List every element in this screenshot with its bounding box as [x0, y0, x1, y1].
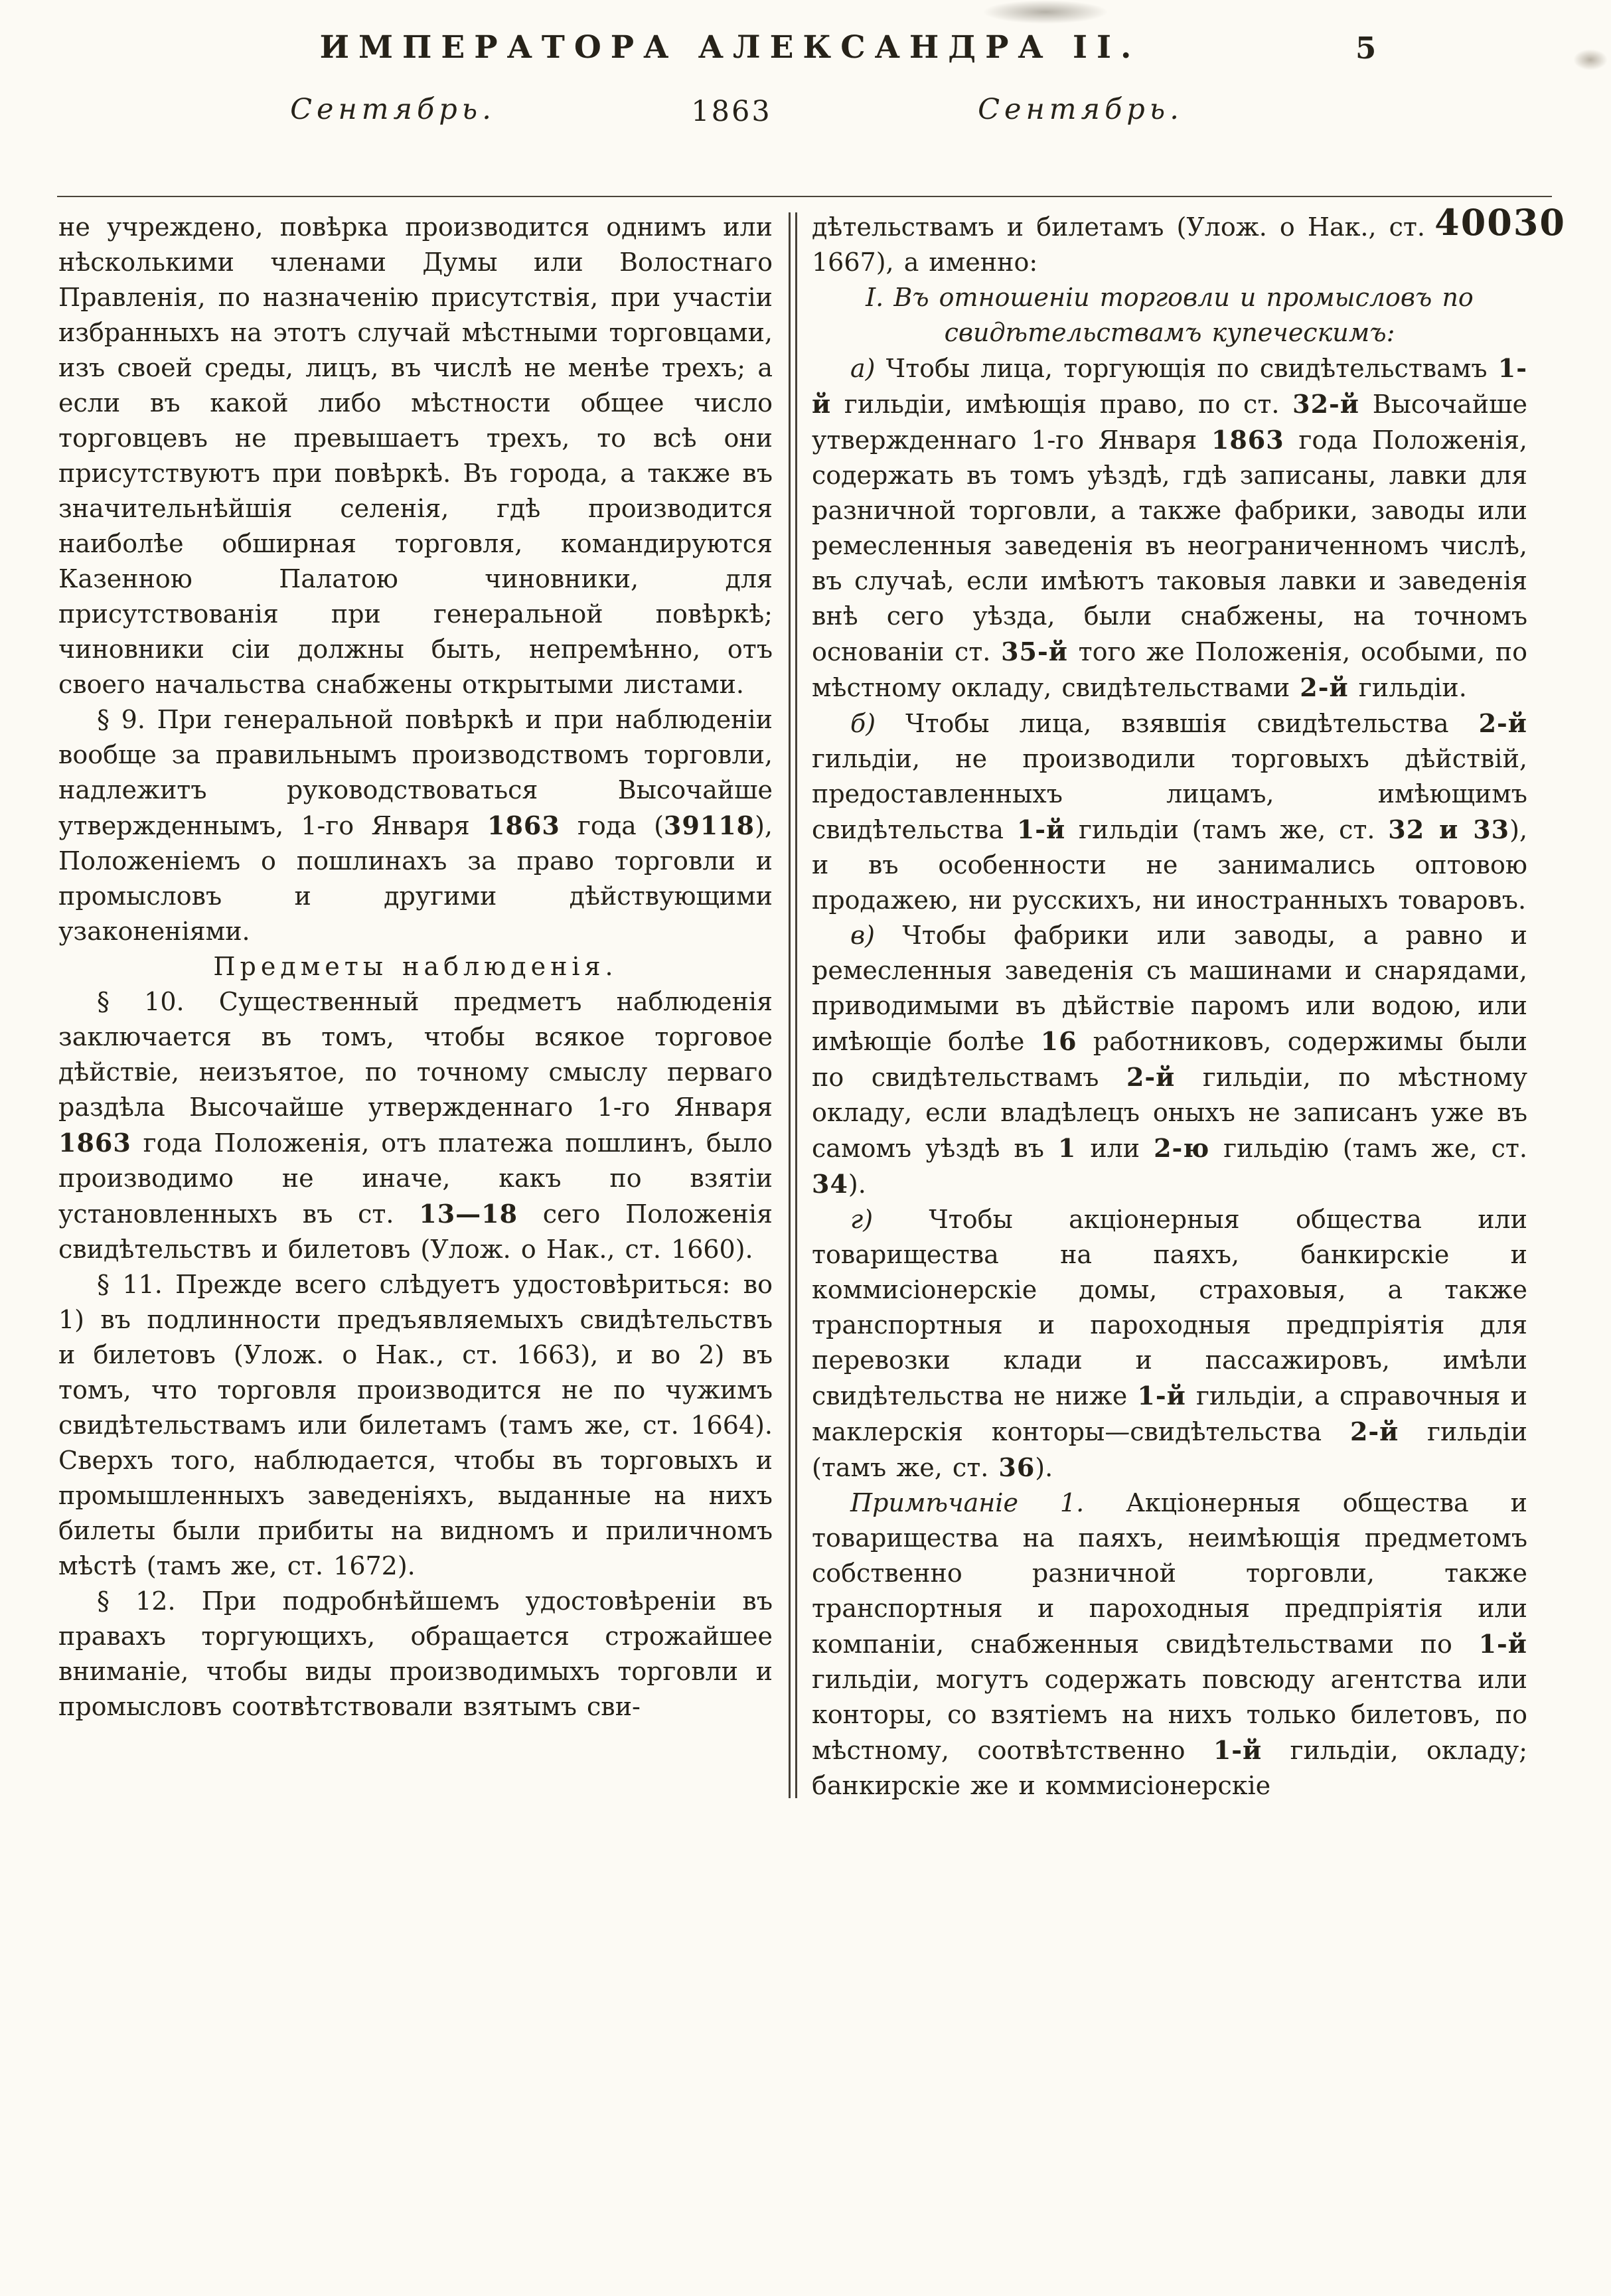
running-head-month-left: Сентябрь.	[290, 93, 496, 126]
column-divider	[789, 212, 797, 1798]
paragraph: а) Чтобы лица, торгующія по свидѣтельствамъ 1-й гильдіи, имѣющія право, по ст. 32-й Высочайше утвержденнаго 1-го Января 1863 года Положенія, содержать въ томъ уѣздѣ, гдѣ записаны, лавки для разничной торговли, а также фабрики, заводы или ремесленныя заведенія въ неограниченномъ числѣ, въ случаѣ, если имѣютъ таковыя лавки и заведенія внѣ сего уѣзда, были снабжены, на точномъ основаніи ст. 35-й того же Положенія, особыми, по мѣстному окладу, свидѣтельствами 2-й гильдіи.	[812, 353, 1528, 702]
paragraph: б) Чтобы лица, взявшія свидѣтельства 2-й гильдіи, не производили торговыхъ дѣйствій, предоставленныхъ лицамъ, имѣющимъ свидѣтельства 1-й гильдіи (тамъ же, ст. 32 и 33), и въ особенности не занимались оптовою продажею, ни русскихъ, ни иностранныхъ товаровъ.	[812, 708, 1528, 915]
running-head-month-right: Сентябрь.	[978, 93, 1184, 126]
text-columns	[58, 201, 1566, 1803]
paragraph: дѣтельствамъ и билетамъ (Улож. о Нак., ст. 1667), а именно:	[812, 212, 1425, 277]
paragraph: § 10. Существенный предметъ наблюденія заключается въ томъ, чтобы всякое торговое дѣйствіе, неизъятое, по точному смыслу перваго раздѣла Высочайше утвержденнаго 1-го Января 1863 года Положенія, отъ платежа пошлинъ, было производимо не иначе, какъ по взятіи установленныхъ въ ст. 13—18 сего Положенія свидѣтельствъ и билетовъ (Улож. о Нак., ст. 1660).	[58, 987, 773, 1264]
left-column	[58, 210, 773, 1803]
document-number-value: 40030	[1434, 201, 1566, 244]
running-head-year: 1863	[691, 95, 772, 128]
paragraph-lead: Примѣчаніе 1.	[850, 1488, 1126, 1517]
paragraph-lead: б)	[850, 709, 906, 738]
paragraph-lead: а)	[850, 354, 886, 383]
paragraph: § 9. При генеральной повѣркѣ и при наблюденіи вообще за правильнымъ производствомъ торговли, надлежитъ руководствоваться Высочайше утвержденнымъ, 1-го Января 1863 года (39118), Положеніемъ о пошлинахъ за право торговли и промысловъ и другими дѣйствующими узаконеніями.	[58, 705, 773, 946]
ink-smudge	[982, 0, 1109, 24]
paragraph-lead: в)	[850, 921, 903, 950]
document-number	[1425, 201, 1566, 244]
paragraph: § 11. Прежде всего слѣдуетъ удостовѣриться: во 1) въ подлинности предъявляемыхъ свидѣтельствъ и билетовъ (Улож. о Нак., ст. 1663), и во 2) въ томъ, что торговля производится не по чужимъ свидѣтельствамъ или билетамъ (тамъ же, ст. 1664). Сверхъ того, наблюдается, чтобы въ торговыхъ и промышленныхъ заведеніяхъ, выданные на нихъ билеты были прибиты на видномъ и приличномъ мѣстѣ (тамъ же, ст. 1672).	[58, 1270, 773, 1580]
right-column	[812, 201, 1566, 1803]
paragraph: Примѣчаніе 1. Акціонерныя общества и товарищества на паяхъ, неимѣющія предметомъ собственно разничной торговли, также транспортныя и пароходныя предпріятія или компаніи, снабженныя свидѣтельствами по 1-й гильдіи, могутъ содержать повсюду агентства или конторы, со взятіемъ на нихъ только билетовъ, по мѣстному, соотвѣтственно 1-й гильдіи, окладу; банкирскіе же и коммисіонерскіе	[812, 1488, 1527, 1800]
section-heading: Предметы наблюденія.	[213, 952, 618, 981]
ink-smudge	[1573, 49, 1608, 70]
paragraph: в) Чтобы фабрики или заводы, а равно и ремесленныя заведенія съ машинами и снарядами, приводимыми въ дѣйствіе паромъ или водою, или имѣющіе болѣе 16 работниковъ, содержимы были по свидѣтельствамъ 2-й гильдіи, по мѣстному окладу, если владѣлецъ оныхъ не записанъ уже въ самомъ уѣздѣ въ 1 или 2-ю гильдію (тамъ же, ст. 34).	[812, 921, 1527, 1199]
paragraph: не учреждено, повѣрка производится однимъ или нѣсколькими членами Думы или Волостнаго Правленія, по назначенію присутствія, при участіи избранныхъ на этотъ случай мѣстными торговцами, изъ своей среды, лицъ, въ числѣ не менѣе трехъ; а если въ какой либо мѣстности общее число торговцевъ не превышаетъ трехъ, то всѣ они присутствуютъ при повѣркѣ. Въ города, а также въ значительнѣйшія селенія, гдѣ производится наиболѣе обширная торговля, командируются Казенною Палатою чиновники, для присутствованія при генеральной повѣркѣ; чиновники сіи должны быть, непремѣнно, отъ своего начальства снабжены открытыми листами.	[58, 212, 773, 699]
section-heading: I. Въ отношеніи торговли и промысловъ по свидѣтельствамъ купеческимъ:	[866, 283, 1474, 347]
header-rule	[57, 196, 1552, 197]
page-title: ИМПЕРАТОРА АЛЕКСАНДРА II.	[319, 29, 1141, 66]
page-number: 5	[1355, 31, 1377, 66]
paragraph: § 12. При подробнѣйшемъ удостовѣреніи въ правахъ торгующихъ, обращается строжайшее вниманіе, чтобы виды производимыхъ торговли и промысловъ соотвѣтствовали взятымъ сви-	[58, 1586, 773, 1721]
paragraph-lead: г)	[850, 1205, 929, 1234]
paragraph: г) Чтобы акціонерныя общества или товарищества на паяхъ, банкирскіе и коммисіонерскіе домы, страховыя, а также транспортныя и пароходныя предпріятія для перевозки клади и пассажировъ, имѣли свидѣтельства не ниже 1-й гильдіи, а справочныя и маклерскія конторы—свидѣтельства 2-й гильдіи (тамъ же, ст. 36).	[812, 1205, 1527, 1482]
